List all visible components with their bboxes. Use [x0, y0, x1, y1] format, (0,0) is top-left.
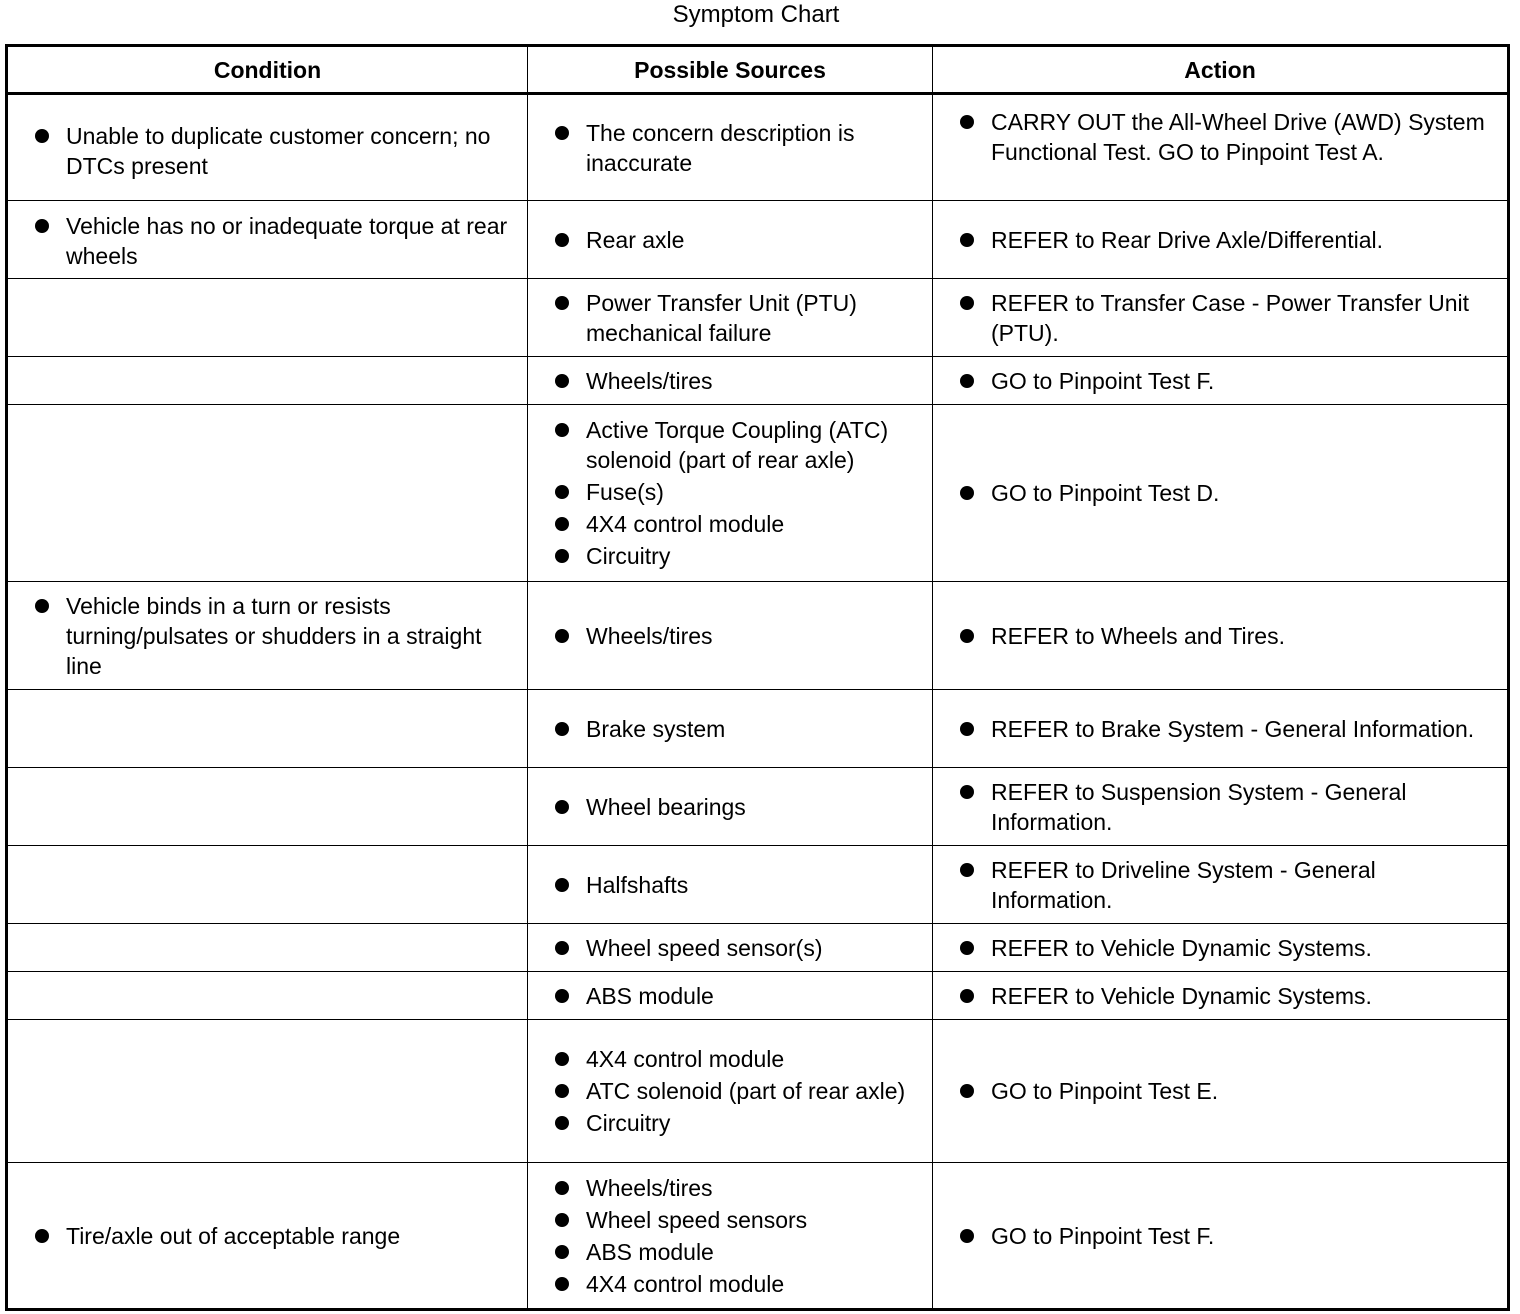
possible-sources-header: Possible Sources [528, 46, 933, 94]
list-item [933, 777, 1507, 837]
list-item [528, 621, 932, 651]
list-item [933, 933, 1507, 963]
action-cell [933, 768, 1509, 846]
list-item [528, 981, 932, 1011]
bullet-icon [960, 1229, 974, 1243]
list-item-text: The concern description is inaccurate [586, 119, 855, 176]
bullet-icon [555, 1277, 569, 1291]
table-row [7, 279, 1509, 357]
bullet-icon [555, 485, 569, 499]
bullet-icon [555, 296, 569, 310]
action-cell [933, 924, 1509, 972]
bullet-list [528, 1044, 932, 1138]
condition-cell [7, 690, 528, 768]
bullet-list [8, 121, 527, 181]
bullet-list [933, 777, 1507, 837]
list-item-text: Tire/axle out of acceptable range [66, 1222, 401, 1249]
list-item-text: ABS module [586, 982, 714, 1009]
possible-sources-cell [528, 768, 933, 846]
list-item-text: Halfshafts [586, 871, 689, 898]
possible-sources-cell [528, 1020, 933, 1163]
list-item-text: GO to Pinpoint Test E. [991, 1078, 1219, 1104]
list-item [528, 714, 932, 744]
list-item-text: Active Torque Coupling (ATC) solenoid (part of rear axle) [586, 417, 889, 473]
bullet-icon [555, 878, 569, 892]
bullet-icon [960, 941, 974, 955]
bullet-list [933, 714, 1507, 744]
bullet-icon [555, 1116, 569, 1130]
bullet-icon [555, 1181, 569, 1195]
bullet-list [933, 288, 1507, 348]
table-row [7, 690, 1509, 768]
bullet-list [528, 621, 932, 651]
possible-sources-cell [528, 94, 933, 201]
bullet-icon [960, 233, 974, 247]
bullet-list [528, 933, 932, 963]
list-item [933, 288, 1507, 348]
bullet-list [933, 366, 1507, 396]
table-row [7, 582, 1509, 690]
list-item [933, 1076, 1507, 1106]
bullet-icon [35, 599, 49, 613]
list-item-text: Wheel speed sensor(s) [586, 934, 823, 961]
list-item-text: Rear axle [586, 226, 685, 253]
list-item-text: REFER to Suspension System - General Information. [991, 778, 1407, 835]
list-item [528, 541, 932, 571]
condition-cell [7, 405, 528, 582]
list-item-text: 4X4 control module [586, 511, 785, 537]
list-item-text: Brake system [586, 715, 726, 742]
bullet-icon [960, 296, 974, 310]
list-item-text: REFER to Vehicle Dynamic Systems. [991, 934, 1372, 961]
list-item [933, 981, 1507, 1011]
bullet-icon [555, 1213, 569, 1227]
list-item [528, 1108, 932, 1138]
list-item-text: Circuitry [586, 543, 671, 569]
bullet-icon [555, 941, 569, 955]
bullet-list [528, 714, 932, 744]
list-item-text: REFER to Vehicle Dynamic Systems. [991, 982, 1372, 1009]
bullet-icon [960, 115, 974, 129]
list-item-text: Wheel bearings [586, 793, 746, 820]
bullet-list [528, 225, 932, 255]
list-item [8, 121, 527, 181]
list-item [528, 1205, 932, 1235]
list-item-text: 4X4 control module [586, 1046, 785, 1072]
list-item [933, 1221, 1507, 1251]
list-item-text: Wheels/tires [586, 1174, 713, 1201]
bullet-list [528, 870, 932, 900]
bullet-icon [555, 517, 569, 531]
table-row [7, 972, 1509, 1020]
bullet-list [933, 621, 1507, 651]
bullet-icon [555, 800, 569, 814]
action-cell [933, 94, 1509, 201]
list-item-text: Vehicle binds in a turn or resists turning/pulsates or shudders in a straight line [66, 592, 482, 679]
bullet-icon [555, 549, 569, 563]
possible-sources-cell [528, 972, 933, 1020]
action-cell [933, 405, 1509, 582]
bullet-list [528, 1173, 932, 1299]
list-item [528, 477, 932, 507]
list-item [933, 855, 1507, 915]
condition-cell [7, 1163, 528, 1310]
page-title: Symptom Chart [672, 1, 840, 28]
condition-cell [7, 768, 528, 846]
list-item [528, 1269, 932, 1299]
list-item-text: Wheel speed sensors [586, 1206, 808, 1233]
action-cell [933, 582, 1509, 690]
action-header: Action [933, 46, 1509, 94]
condition-cell [7, 582, 528, 690]
bullet-icon [555, 1245, 569, 1259]
bullet-list [933, 225, 1507, 255]
list-item-text: GO to Pinpoint Test F. [991, 1222, 1215, 1249]
action-cell [933, 279, 1509, 357]
bullet-icon [555, 423, 569, 437]
bullet-icon [960, 722, 974, 736]
list-item-text: CARRY OUT the All-Wheel Drive (AWD) System Functional Test. GO to Pinpoint Test A. [991, 109, 1485, 165]
bullet-icon [960, 1084, 974, 1098]
condition-cell [7, 357, 528, 405]
list-item-text: REFER to Wheels and Tires. [991, 622, 1285, 649]
condition-cell [7, 201, 528, 279]
list-item-text: Vehicle has no or inadequate torque at rear wheels [66, 213, 508, 269]
condition-cell [7, 279, 528, 357]
action-cell [933, 201, 1509, 279]
list-item [528, 792, 932, 822]
list-item-text: 4X4 control module [586, 1270, 785, 1297]
bullet-list [933, 1221, 1507, 1251]
list-item-text: Fuse(s) [586, 479, 664, 505]
list-item [528, 288, 932, 348]
action-cell [933, 846, 1509, 924]
list-item [933, 366, 1507, 396]
bullet-list [933, 1076, 1507, 1106]
list-item [528, 509, 932, 539]
header-row [7, 46, 1509, 94]
action-cell [933, 1163, 1509, 1310]
list-item [528, 225, 932, 255]
list-item-text: Circuitry [586, 1110, 671, 1136]
table-row [7, 768, 1509, 846]
bullet-icon [960, 629, 974, 643]
list-item [528, 1076, 932, 1106]
table-row [7, 94, 1509, 201]
possible-sources-cell [528, 405, 933, 582]
table-row [7, 1020, 1509, 1163]
table-row [7, 357, 1509, 405]
condition-cell [7, 94, 528, 201]
list-item [8, 591, 527, 681]
list-item-text: ABS module [586, 1238, 714, 1265]
bullet-list [528, 118, 932, 178]
bullet-icon [960, 486, 974, 500]
bullet-icon [35, 219, 49, 233]
list-item-text: ATC solenoid (part of rear axle) [586, 1078, 906, 1104]
possible-sources-cell [528, 582, 933, 690]
bullet-list [528, 366, 932, 396]
chart-body [7, 94, 1509, 1310]
table-row [7, 924, 1509, 972]
symptom-chart-table [5, 44, 1510, 1311]
action-cell [933, 690, 1509, 768]
list-item [933, 478, 1507, 508]
list-item-text: Wheels/tires [586, 367, 713, 394]
possible-sources-cell [528, 1163, 933, 1310]
table-row [7, 405, 1509, 582]
bullet-icon [960, 989, 974, 1003]
table-row [7, 1163, 1509, 1310]
list-item-text: Unable to duplicate customer concern; no DTCs present [66, 123, 491, 179]
bullet-icon [555, 989, 569, 1003]
bullet-icon [960, 863, 974, 877]
possible-sources-cell [528, 846, 933, 924]
bullet-list [933, 981, 1507, 1011]
bullet-list [528, 415, 932, 571]
list-item [933, 714, 1507, 744]
list-item [528, 1173, 932, 1203]
list-item [528, 1044, 932, 1074]
list-item [528, 366, 932, 396]
list-item-text: GO to Pinpoint Test D. [991, 480, 1220, 506]
bullet-list [933, 855, 1507, 915]
list-item-text: REFER to Transfer Case - Power Transfer Unit (PTU). [991, 289, 1470, 346]
list-item [528, 415, 932, 475]
list-item-text: REFER to Driveline System - General Information. [991, 856, 1376, 913]
action-cell [933, 1020, 1509, 1163]
bullet-list [8, 1221, 527, 1251]
possible-sources-cell [528, 279, 933, 357]
condition-header: Condition [7, 46, 528, 94]
possible-sources-cell [528, 357, 933, 405]
list-item-text: Wheels/tires [586, 622, 713, 649]
action-cell [933, 972, 1509, 1020]
list-item-text: GO to Pinpoint Test F. [991, 367, 1215, 394]
condition-cell [7, 924, 528, 972]
bullet-icon [960, 374, 974, 388]
bullet-list [933, 478, 1507, 508]
condition-cell [7, 972, 528, 1020]
bullet-icon [555, 233, 569, 247]
possible-sources-cell [528, 924, 933, 972]
bullet-icon [35, 1229, 49, 1243]
list-item [528, 1237, 932, 1267]
condition-cell [7, 1020, 528, 1163]
list-item [933, 107, 1507, 167]
action-cell [933, 357, 1509, 405]
bullet-list [933, 933, 1507, 963]
bullet-icon [555, 722, 569, 736]
list-item [528, 933, 932, 963]
list-item [528, 870, 932, 900]
bullet-icon [35, 129, 49, 143]
list-item [8, 1221, 527, 1251]
list-item-text: REFER to Rear Drive Axle/Differential. [991, 226, 1383, 253]
bullet-list [528, 792, 932, 822]
bullet-icon [555, 629, 569, 643]
bullet-list [933, 107, 1507, 167]
bullet-list [8, 591, 527, 681]
bullet-list [528, 288, 932, 348]
bullet-icon [555, 126, 569, 140]
bullet-list [8, 211, 527, 271]
condition-cell [7, 846, 528, 924]
possible-sources-cell [528, 201, 933, 279]
list-item [528, 118, 932, 178]
list-item-text: Power Transfer Unit (PTU) mechanical failure [586, 289, 857, 346]
list-item-text: REFER to Brake System - General Information. [991, 715, 1475, 742]
bullet-icon [555, 1084, 569, 1098]
list-item [933, 225, 1507, 255]
possible-sources-cell [528, 690, 933, 768]
bullet-icon [960, 785, 974, 799]
table-row [7, 201, 1509, 279]
list-item [933, 621, 1507, 651]
list-item [8, 211, 527, 271]
bullet-icon [555, 374, 569, 388]
bullet-list [528, 981, 932, 1011]
bullet-icon [555, 1052, 569, 1066]
table-row [7, 846, 1509, 924]
